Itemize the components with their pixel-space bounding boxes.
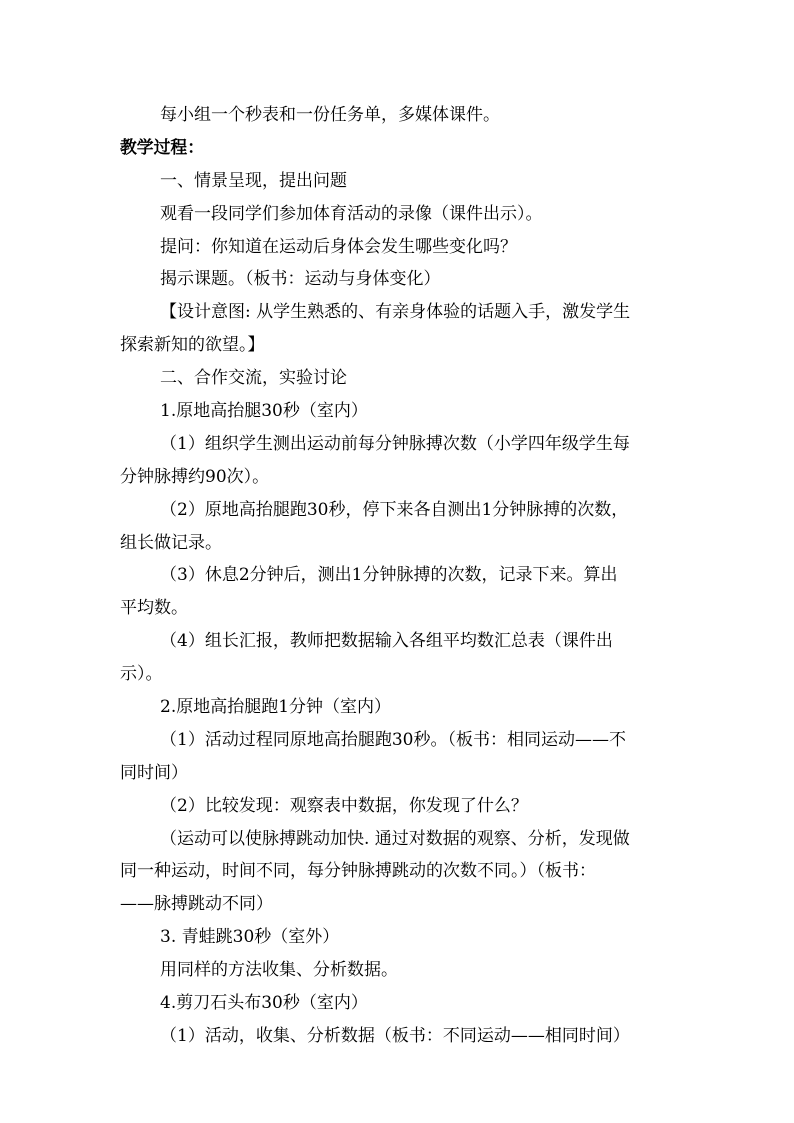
paragraph-line: 同时间） (120, 763, 188, 783)
step-two-heading: 二、合作交流，实验讨论 (160, 368, 347, 388)
paragraph-line: 平均数。 (120, 598, 188, 618)
paragraph-line: 提问：你知道在运动后身体会发生哪些变化吗？ (160, 237, 517, 257)
paragraph-line: （2）比较发现：观察表中数据，你发现了什么？ (160, 796, 528, 816)
activity-heading-4: 4.剪刀石头布30秒（室内） (160, 993, 368, 1013)
paragraph-line: 示）。 (120, 664, 163, 684)
activity-heading-3: 3. 青蛙跳30秒（室外） (160, 927, 340, 947)
paragraph-line: 同一种运动，时间不同，每分钟脉搏跳动的次数不同。）（板书： (120, 861, 596, 881)
activity-heading-1: 1.原地高抬腿30秒（室内） (160, 401, 368, 421)
design-intent-line: 【设计意图: 从学生熟悉的、有亲身体验的话题入手，激发学生 (160, 302, 631, 322)
paragraph-line: 揭示课题。（板书：运动与身体变化） (160, 269, 441, 289)
activity-heading-2: 2.原地高抬腿跑1分钟（室内） (160, 697, 392, 717)
paragraph-line: （2）原地高抬腿跑30秒，停下来各自测出1分钟脉搏的次数， (160, 500, 629, 520)
section-heading-teaching-process: 教学过程： (120, 138, 204, 158)
paragraph-line: 用同样的方法收集、分析数据。 (160, 960, 398, 980)
paragraph-line: （1）活动，收集、分析数据（板书：不同运动——相同时间） (160, 1026, 630, 1046)
paragraph-line: （3）休息2分钟后，测出1分钟脉搏的次数，记录下来。算出 (160, 565, 618, 585)
step-one-heading: 一、情景呈现，提出问题 (160, 171, 347, 191)
paragraph-line: （1）组织学生测出运动前每分钟脉搏次数（小学四年级学生每 (160, 434, 630, 454)
paragraph-line: ——脉搏跳动不同） (120, 894, 273, 914)
design-intent-line: 探索新知的欲望。】 (120, 335, 265, 355)
materials-line: 每小组一个秒表和一份任务单，多媒体课件。 (160, 105, 500, 125)
paragraph-line: （1）活动过程同原地高抬腿跑30秒。（板书：相同运动——不 (160, 730, 626, 750)
paragraph-line: （4）组长汇报，教师把数据输入各组平均数汇总表（课件出 (160, 631, 613, 651)
paragraph-line: 观看一段同学们参加体育活动的录像（课件出示）。 (160, 204, 543, 224)
paragraph-line: （运动可以使脉搏跳动加快. 通过对数据的观察、分析，发现做 (160, 829, 630, 849)
paragraph-line: 分钟脉搏约90次）。 (120, 467, 270, 487)
paragraph-line: 组长做记录。 (120, 533, 222, 553)
